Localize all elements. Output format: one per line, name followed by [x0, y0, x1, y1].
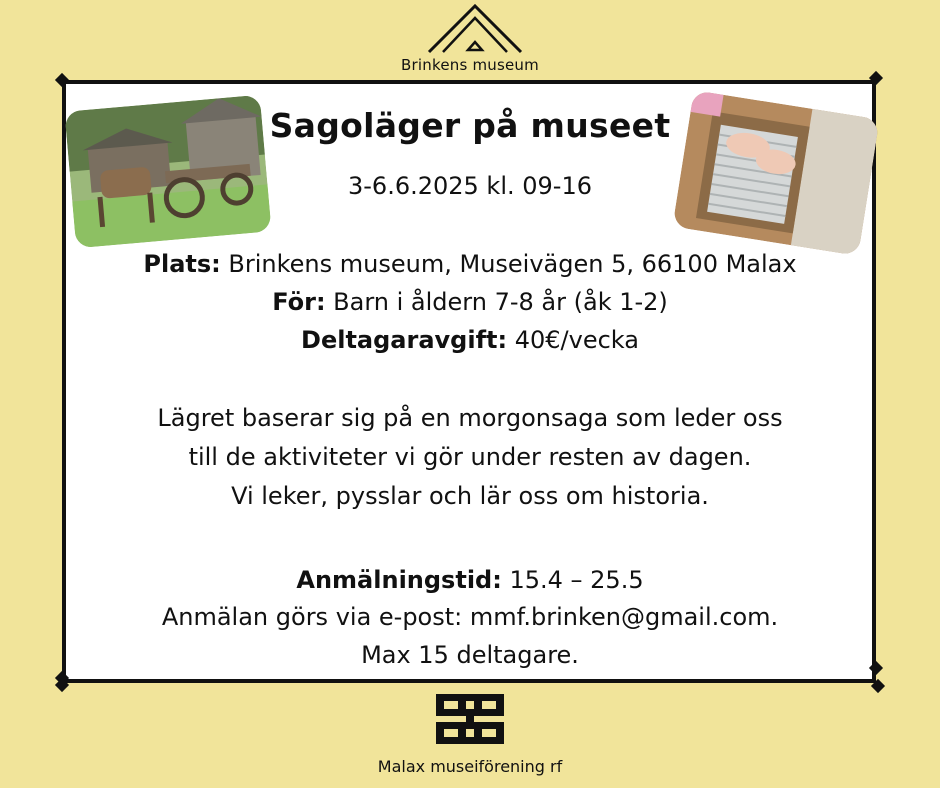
place-label: Plats: — [143, 250, 221, 278]
fee-value: 40€/vecka — [507, 326, 639, 354]
description-line-2: till de aktiviteter vi gör under resten av dagen. — [188, 443, 752, 471]
association-caption: Malax museiförening rf — [377, 757, 563, 776]
audience-line — [0, 288, 940, 316]
event-title: Sagoläger på museet — [269, 106, 671, 145]
registration-line — [0, 561, 940, 599]
fee-line — [0, 326, 940, 354]
audience-value: Barn i åldern 7-8 år (åk 1-2) — [325, 288, 668, 316]
place-value: Brinkens museum, Museivägen 5, 66100 Malax — [220, 250, 797, 278]
museum-caption: Brinkens museum — [401, 56, 539, 74]
malax-pattern-icon — [436, 694, 504, 744]
roof-triangle-icon — [427, 4, 523, 54]
max-participants-line: Max 15 deltagare. — [361, 641, 579, 669]
email-line: Anmälan görs via e-post: mmf.brinken@gmail.com. — [161, 603, 779, 631]
fee-label: Deltagaravgift: — [301, 326, 508, 354]
place-line — [0, 250, 940, 278]
audience-label: För: — [272, 288, 326, 316]
registration-value: 15.4 – 25.5 — [501, 566, 644, 594]
description-line-3: Vi leker, pysslar och lär oss om historia. — [231, 482, 709, 510]
registration-label: Anmälningstid: — [296, 566, 502, 594]
description-line-1: Lägret baserar sig på en morgonsaga som leder oss — [157, 404, 783, 432]
event-dates: 3-6.6.2025 kl. 09-16 — [348, 172, 592, 200]
